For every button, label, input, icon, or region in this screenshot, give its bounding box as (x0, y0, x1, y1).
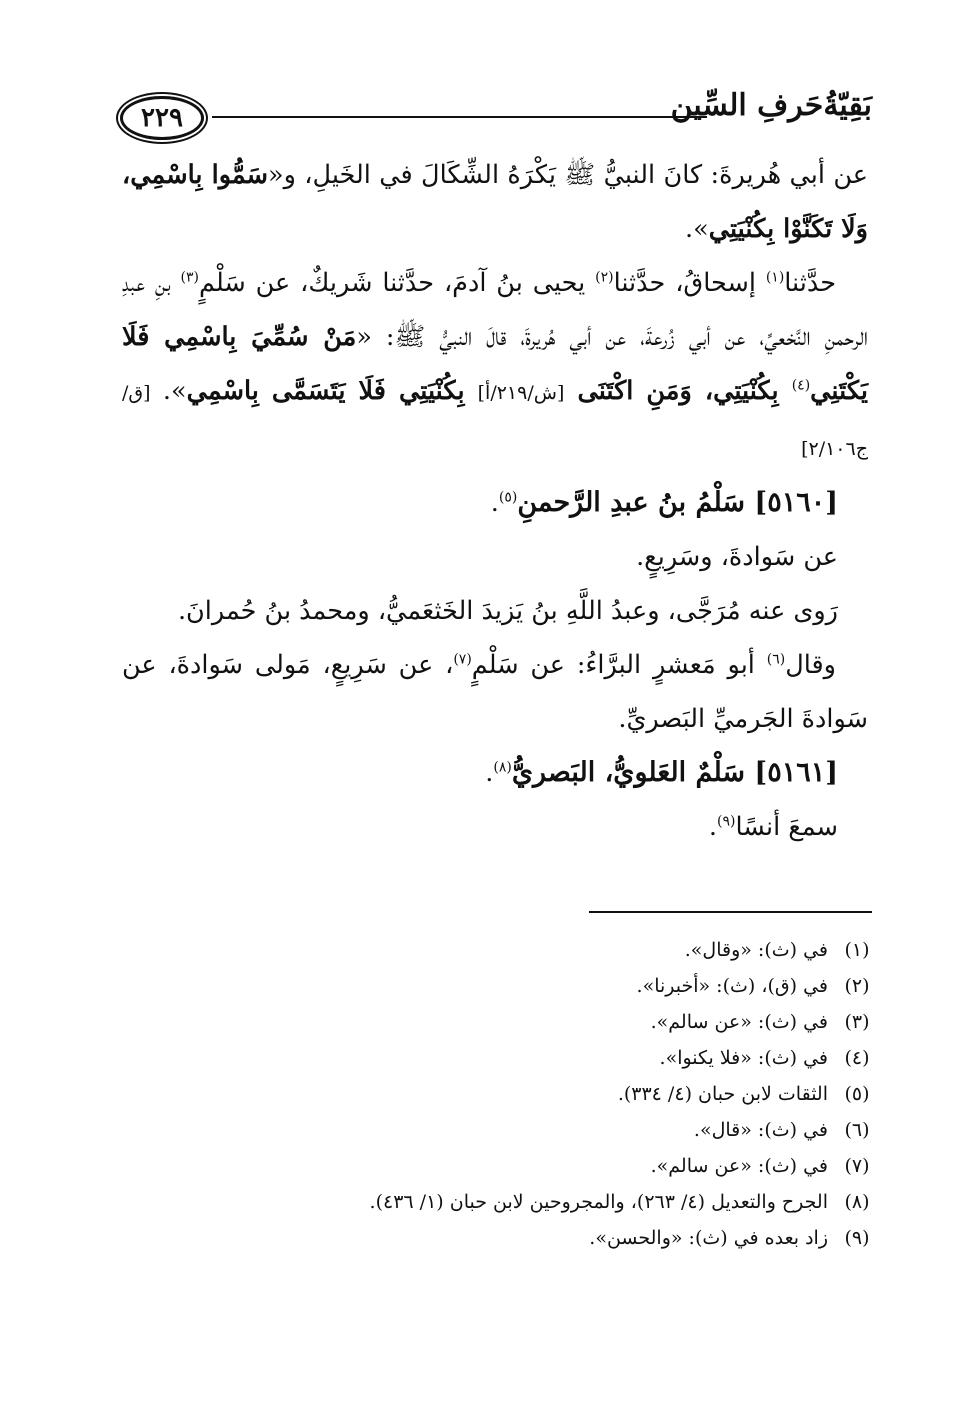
running-title: بَقِيّةُحَرفِ السِّين (670, 88, 872, 123)
footnote-text: في (ث): «قال». (693, 1119, 828, 1141)
entry-number: [٥١٦٠] (754, 487, 838, 518)
paragraph-3: عن سَوادةَ، وسَرِيعٍ. (636, 542, 838, 572)
footnote-3 (112, 1004, 872, 1040)
footnote-number: (٦) (844, 1119, 870, 1141)
text-run: ، عن سَرِيعٍ، مَولى سَوادةَ، عن سَوادةَ الجَرميِّ البَصريِّ. (122, 650, 868, 734)
footnote-number: (٣) (844, 1011, 870, 1033)
entry-number: [٥١٦١] (754, 757, 838, 788)
text-run: إسحاقُ، حدَّثنا (613, 268, 766, 298)
footnote-ref: (٣) (180, 269, 199, 286)
paragraph-6 (122, 800, 868, 854)
text-run: يحيى بنُ آدمَ، حدَّثنا شَريكٌ، عن سَلْمٍ (198, 268, 596, 298)
main-text (122, 148, 868, 854)
footnote-number: (٢) (844, 975, 870, 997)
footnote-separator (589, 911, 872, 913)
footnote-ref: (٥) (498, 489, 518, 506)
footnote-text: في (ث): «عن سالم». (650, 1155, 828, 1177)
manuscript-ref: [ش/٢١٩/أ] (477, 382, 565, 404)
manuscript-ref: [ق/ج٢/١٠٦] (122, 382, 868, 460)
entry-heading-5160 (122, 476, 868, 530)
footnote-6 (112, 1112, 872, 1148)
footnote-number: (٤) (844, 1047, 870, 1069)
text-run: أبو مَعشرٍ البرَّاءُ: عن سَلْمٍ (471, 650, 767, 680)
entry-name: سَلْمٌ العَلويُّ، البَصريُّ (511, 757, 755, 788)
paragraph-5 (122, 638, 868, 746)
footnote-1 (112, 932, 872, 968)
hadith-text: مَنْ سُمِّيَ بِاسْمِي فَلَا يَكْتَنِي (122, 322, 868, 406)
footnote-text: في (ق)، (ث): «أخبرنا». (636, 975, 828, 997)
footnote-number: (٩) (844, 1227, 870, 1249)
header-rule (212, 116, 707, 118)
text-run: وقال (785, 650, 836, 680)
footnote-number: (١) (844, 939, 870, 961)
hadith-text: سَمُّوا بِاسْمِي، وَلَا تَكَنَّوْا بِكُنْيَتِي (122, 160, 868, 244)
page-number-badge (120, 96, 204, 140)
text-run: . (490, 488, 499, 518)
entry-heading-5161 (122, 746, 868, 800)
paragraph-4: رَوى عنه مُرَجَّى، وعبدُ اللَّهِ بنُ يَزيدَ الخَثعَميُّ، ومحمدُ بنُ حُمرانَ. (177, 596, 838, 626)
text-run: سمعَ أنسًا (735, 812, 838, 842)
footnote-2 (112, 968, 872, 1004)
page-header (112, 88, 872, 146)
footnote-text: زاد بعده في (ث): «والحسن». (589, 1227, 828, 1249)
page-number: ٢٢٩ (141, 103, 183, 133)
footnote-text: في (ث): «فلا يكنوا». (659, 1047, 828, 1069)
hadith-text: بِكُنْيَتِي، وَمَنِ اكْتَنَى (564, 376, 792, 406)
text-run: حدَّثنا (784, 268, 836, 298)
footnote-ref: (٤) (791, 377, 811, 394)
footnote-ref: (٦) (766, 651, 786, 668)
paragraph-2 (122, 256, 868, 476)
footnote-ref: (٩) (717, 813, 736, 830)
footnote-text: في (ث): «وقال». (684, 939, 828, 961)
text-run: بنِ عبدِ الرحمنِ النَّخعيِّ، عن أبي زُرعةَ، عن أبي هُريرةَ، قالَ النبيُّ ﷺ: « (122, 268, 868, 352)
footnote-ref: (٨) (493, 759, 512, 776)
footnote-text: في (ث): «عن سالم». (650, 1011, 828, 1033)
text-run: عن أبي هُريرةَ: كانَ النبيُّ ﷺ يَكْرَهُ الشِّكَالَ في الخَيلِ، و« (267, 160, 868, 190)
text-run: ». (150, 376, 187, 406)
footnote-number: (٧) (844, 1155, 870, 1177)
entry-name: سَلْمُ بنُ عبدِ الرَّحمنِ (517, 487, 755, 518)
hadith-text: بِكُنْيَتِي فَلَا يَتَسَمَّى بِاسْمِي (186, 376, 478, 406)
text-run: . (485, 758, 494, 788)
footnote-5 (112, 1076, 872, 1112)
footnote-ref: (٧) (453, 651, 472, 668)
footnote-ref: (١) (765, 269, 785, 286)
footnote-8 (112, 1184, 872, 1220)
footnote-text: الجرح والتعديل (٤/ ٢٦٣)، والمجروحين لابن حبان (١/ ٤٣٦). (369, 1191, 828, 1213)
text-run: ». (685, 214, 709, 244)
footnote-4 (112, 1040, 872, 1076)
footnote-ref: (٢) (595, 269, 614, 286)
footnote-7 (112, 1148, 872, 1184)
footnotes (112, 932, 872, 1256)
footnote-number: (٨) (844, 1191, 870, 1213)
text-run: . (708, 812, 718, 842)
footnote-text: الثقات لابن حبان (٤/ ٣٣٤). (617, 1083, 828, 1105)
footnote-number: (٥) (844, 1083, 870, 1105)
paragraph-1 (122, 148, 868, 256)
footnote-9 (112, 1220, 872, 1256)
